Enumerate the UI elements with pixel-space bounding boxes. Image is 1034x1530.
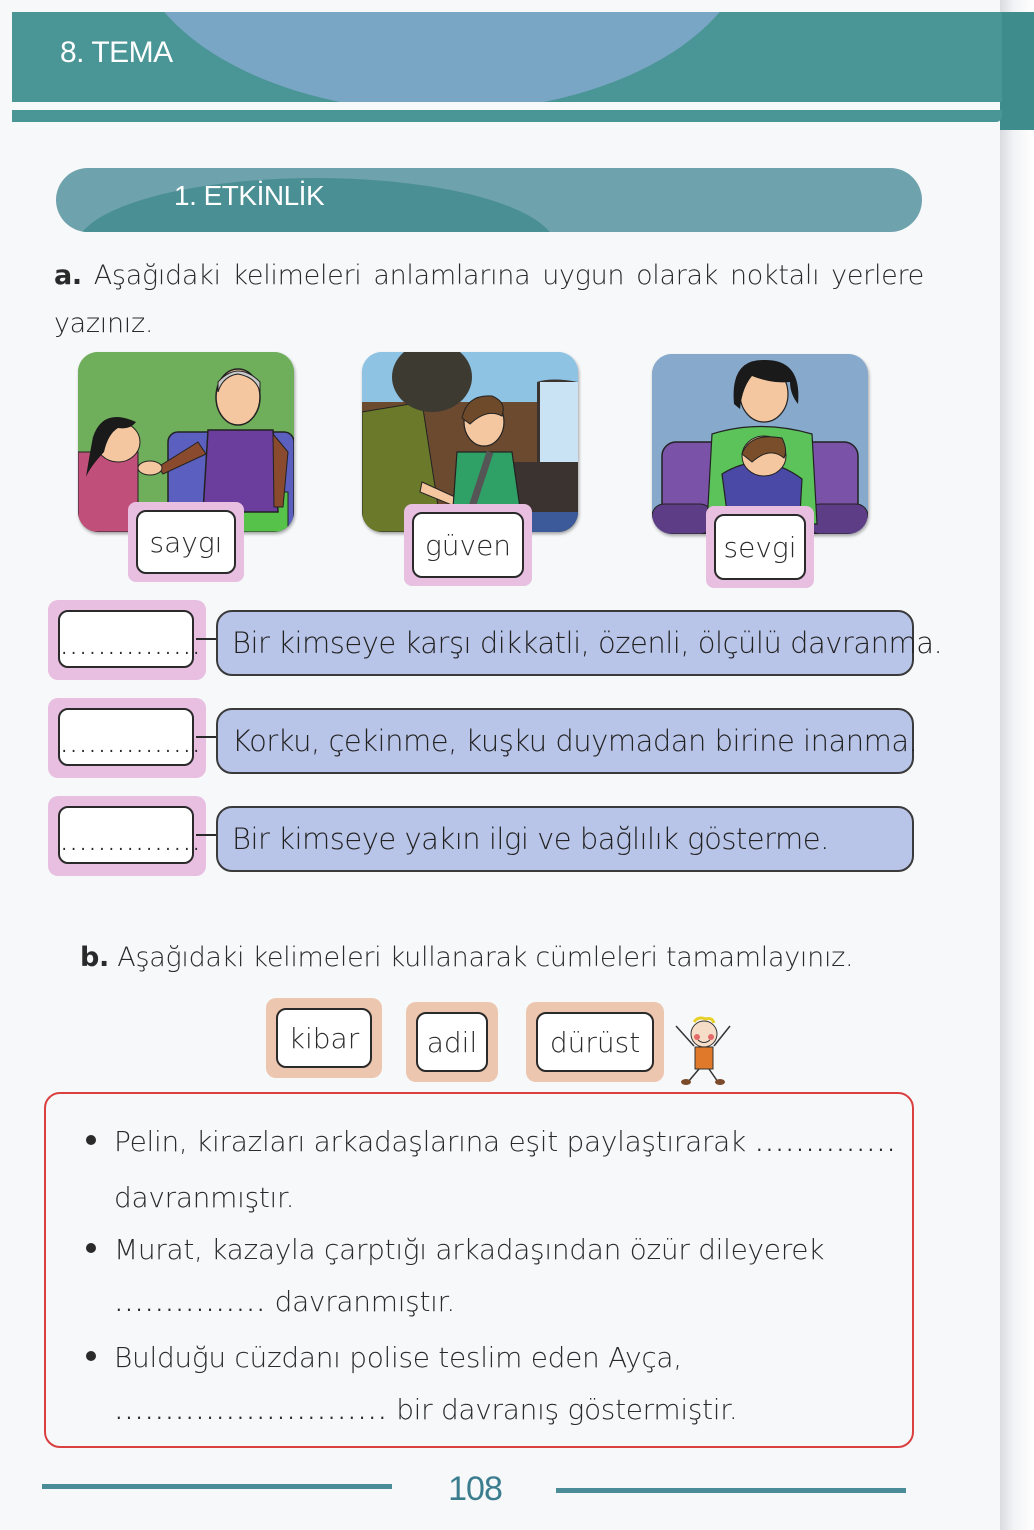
cartoon-child-icon <box>668 1016 738 1086</box>
word-respect: saygı <box>136 510 236 574</box>
word-trust: güven <box>412 512 524 578</box>
definition-1: Bir kimseye karşı dikkatli, özenli, ölçülü davranma. <box>216 610 914 676</box>
sentences-box <box>44 1092 914 1448</box>
definition-2: Korku, çekinme, kuşku duymadan birine inanma. <box>216 708 914 774</box>
word-bank-fair <box>406 1002 498 1082</box>
word-fair: adil <box>416 1012 488 1072</box>
next-page-header-edge <box>1000 12 1034 130</box>
answer-input-1[interactable] <box>58 610 202 668</box>
part-a-instruction-text: Aşağıdaki kelimeleri anlamlarına uygun olarak noktalı yerlere yazınız. <box>54 260 924 339</box>
header-stripe <box>12 110 1002 122</box>
part-b-label: b. <box>80 942 109 973</box>
sentence-3-blank[interactable]: ........................... <box>114 1404 388 1423</box>
bullet-icon <box>86 1135 96 1145</box>
part-b-instruction-text: Aşağıdaki kelimeleri kullanarak cümleleri tamamlayınız. <box>117 942 854 973</box>
sentence-2-blank[interactable]: ............... <box>114 1296 266 1315</box>
connector-line-1 <box>196 638 216 640</box>
connector-line-3 <box>196 834 216 836</box>
footer-rule-left <box>42 1484 392 1489</box>
bullet-icon <box>86 1351 96 1361</box>
answer-box-1[interactable] <box>48 600 206 680</box>
sentence-1: Pelin, kirazları arkadaşlarına eşit paylaştırarak .............. davranmıştır. <box>114 1116 904 1224</box>
answer-input-3[interactable] <box>58 806 202 864</box>
theme-header <box>12 12 1002 102</box>
word-tag-trust <box>404 504 532 586</box>
answer-blank-2: ............... <box>60 740 202 756</box>
sentence-1-blank[interactable]: .............. <box>754 1136 897 1155</box>
theme-title: 8. TEMA <box>60 36 173 69</box>
part-a-instruction <box>54 252 924 348</box>
answer-blank-1: ............... <box>60 642 202 658</box>
word-kind: kibar <box>276 1008 372 1068</box>
footer-rule-right <box>556 1488 906 1493</box>
part-a-label: a. <box>54 260 82 291</box>
answer-blank-3: ............... <box>60 838 202 854</box>
word-bank-honest <box>526 1002 664 1082</box>
definition-3: Bir kimseye yakın ilgi ve bağlılık gösterme. <box>216 806 914 872</box>
activity-title: 1. ETKİNLİK <box>174 180 325 211</box>
sentence-3: Bulduğu cüzdanı polise teslim eden Ayça, ........................... bir davranış göstermiştir. <box>114 1332 904 1440</box>
connector-line-2 <box>196 736 216 738</box>
book-gutter <box>1000 0 1034 1530</box>
word-bank-kind <box>266 998 382 1078</box>
part-b-instruction <box>80 934 920 982</box>
answer-box-3[interactable] <box>48 796 206 876</box>
sentence-2: Murat, kazayla çarptığı arkadaşından özür dileyerek ............... davranmıştır. <box>114 1224 904 1332</box>
activity-banner <box>56 168 922 232</box>
word-tag-love <box>706 506 814 588</box>
page-number: 108 <box>448 1470 502 1508</box>
answer-input-2[interactable] <box>58 708 202 766</box>
word-honest: dürüst <box>536 1012 654 1072</box>
word-love: sevgi <box>714 514 806 580</box>
bullet-icon <box>86 1243 96 1253</box>
answer-box-2[interactable] <box>48 698 206 778</box>
header-wave-decoration <box>132 12 752 102</box>
word-tag-respect <box>128 502 244 582</box>
